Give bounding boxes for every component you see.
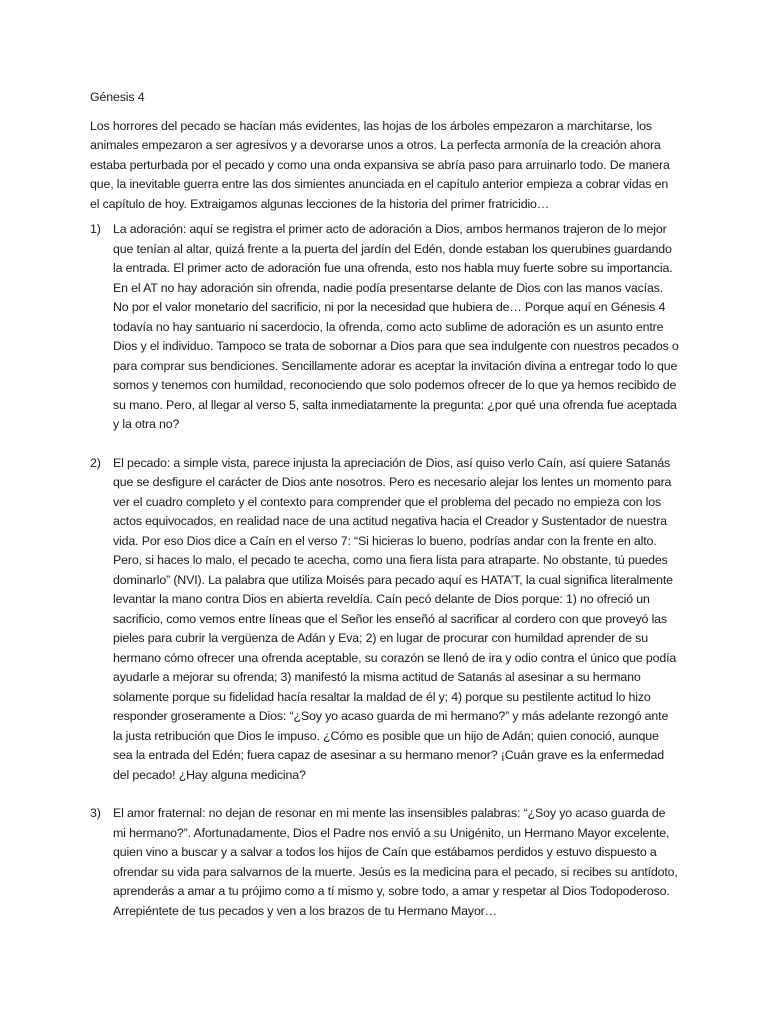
list-item-text: El pecado: a simple vista, parece injusta la apreciación de Dios, así quiso verlo Caín, así quiere Satanás que se desfigure el carácter de Dios ante nosotros. Pero es necesario alejar los lentes un momento para ver el cuadro completo y el contexto para comprender que el problema del pecado no empieza con los actos equivocados, en realidad nace de una actitud negativa hacia el Creador y Sustentador de nuestra vida. Por eso Dios dice a Caín en el verso 7: “Si hicieras lo bueno, podrías andar con la frente en alto. Pero, si haces lo malo, el pecado te acecha, como una fiera lista para atraparte. No obstante, tú puedes dominarlo” (NVI). La palabra que utiliza Moisés para pecado aquí es HATA’T, la cual significa literalmente levantar la mano contra Dios en abierta reveldía. Caín pecó delante de Dios porque: 1) no ofreció un sacrificio, como vemos entre líneas que el Señor les enseñó al sacrificar al cordero con que proveyó las pieles para cubrir la vergüenza de Adán y Eva; 2) en lugar de procurar con humildad aprender de su hermano cómo ofrecer una ofrenda aceptable, su corazón se llenó de ira y odio contra el único que podía ayudarle a mejorar su ofrenda; 3) manifestó la misma actitud de Satanás al asesinar a su hermano solamente porque su fidelidad hacía resaltar la maldad de él y; 4) porque su pestilente actitud lo hizo responder groseramente a Dios: “¿Soy yo acaso guarda de mi hermano?” y más adelante rezongó ante la justa retribución que Dios le impuso. ¿Cómo es posible que un hijo de Adán; quien conoció, aunque sea la entrada del Edén; fuera capaz de asesinar a su hermano menor? ¡Cuán grave es la enfermedad del pecado! ¿Hay alguna medicina? [113, 455, 677, 782]
list-item-text: El amor fraternal: no dejan de resonar en mi mente las insensibles palabras: “¿Soy yo acaso guarda de mi hermano?”. Afortunadamente, Dios el Padre nos envió a su Unigénito, un Hermano Mayor excelente, quien vino a buscar y a salvar a todos los hijos de Caín que estábamos perdidos y estuvo dispuesto a ofrendar su vida para salvarnos de la muerte. Jesús es la medicina para el pecado, si recibes su antídoto, aprenderás a amar a tu prójimo como a tí mismo y, sobre todo, a amar y respetar al Dios Todopoderoso. Arrepiéntete de tus pecados y ven a los brazos de tu Hermano Mayor… [113, 806, 678, 918]
document-page [90, 88, 680, 940]
intro-paragraph: Los horrores del pecado se hacían más evidentes, las hojas de los árboles empezaron a marchitarse, los animales empezaron a ser agresivos y a devorarse unos a otros. La perfecta armonía de la creación ahora estaba perturbada por el pecado y como una onda expansiva se abría paso para arruinarlo todo. De manera que, la inevitable guerra entre las dos simientes anunciada en el capítulo anterior empieza a cobrar vidas en el capítulo de hoy. Extraigamos algunas lecciones de la historia del primer fratricidio… [90, 118, 670, 211]
document-title: Génesis 4 [90, 90, 145, 104]
list-item-text: La adoración: aquí se registra el primer acto de adoración a Dios, ambos hermanos trajeron de lo mejor que tenían al altar, quizá frente a la puerta del jardín del Edén, donde estaban los querubines guardando la entrada. El primer acto de adoración fue una ofrenda, esto nos habla muy fuerte sobre su importancia. En el AT no hay adoración sin ofrenda, nadie podía presentarse delante de Dios con las manos vacías. No por el valor monetario del sacrificio, ni por la necesidad que hubiera de… Porque aquí en Génesis 4 todavía no hay santuario ni sacerdocio, la ofrenda, como acto sublime de adoración es un asunto entre Dios y el individuo. Tampoco se trata de sobornar a Dios para que sea indulgente con nuestros pecados o para comprar sus bendiciones. Sencillamente adorar es aceptar la invitación divina a entregar todo lo que somos y tenemos con humildad, reconociendo que solo podemos ofrecer de lo que ya hemos recibido de su mano. Pero, al llegar al verso 5, salta inmediatamente la pregunta: ¿por qué una ofrenda fue aceptada y la otra no? [113, 222, 679, 431]
list-item-1 [90, 220, 680, 435]
list-item-number: 3) [90, 806, 101, 820]
list-item-number: 1) [90, 222, 101, 236]
list-item-number: 2) [90, 455, 101, 470]
list-item-2 [90, 454, 680, 786]
list-item-3 [90, 804, 680, 921]
